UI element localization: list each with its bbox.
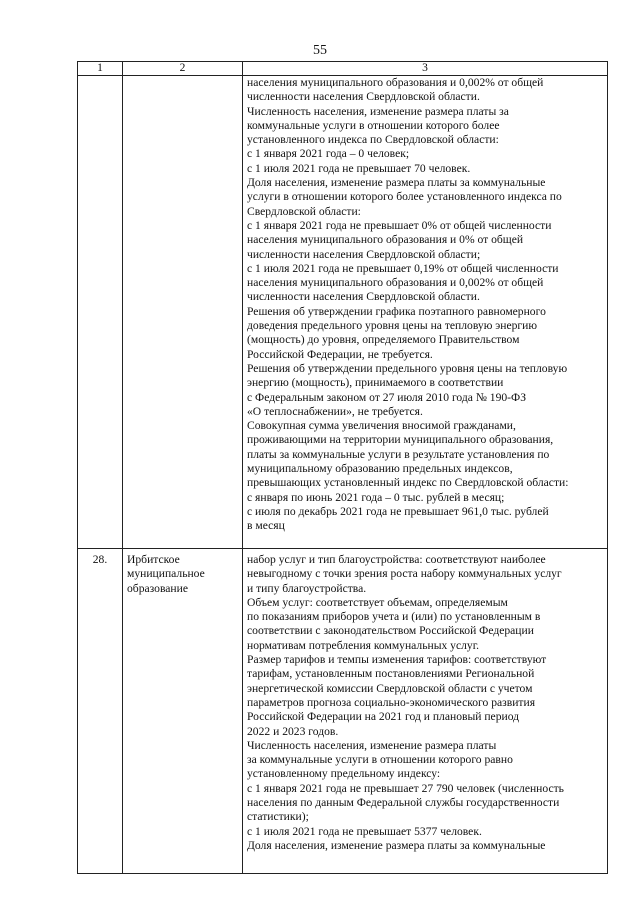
header-col-3: 3: [243, 62, 608, 76]
header-col-1: 1: [78, 62, 123, 76]
text-line: Доля населения, изменение размера платы за коммунальные: [247, 838, 546, 852]
municipality-name-cell: [123, 76, 243, 549]
description-cell: [243, 76, 608, 549]
text-line: установленному предельному индексу:: [247, 767, 441, 781]
text-line: с июля по декабрь 2021 года не превышает 961,0 тыс. рублей: [247, 504, 549, 518]
text-line: Совокупная сумма увеличения вносимой гражданами,: [247, 419, 516, 433]
table-row: [78, 76, 608, 549]
text-line: соответствии с законодательством Российской Федерации: [247, 624, 534, 638]
text-line: тарифам, установленным постановлениями Региональной: [247, 667, 535, 681]
text-line: набор услуг и тип благоустройства: соответствуют наиболее: [247, 553, 546, 566]
text-line: Размер тарифов и темпы изменения тарифов: соответствуют: [247, 653, 547, 667]
text-line: энергию (мощность), принимаемого в соответствии: [247, 376, 504, 390]
text-line: с января по июнь 2021 года – 0 тыс. рублей в месяц;: [247, 490, 505, 504]
table-row: [78, 549, 608, 874]
text-line: муниципальное: [127, 567, 205, 581]
text-line: Российской Федерации на 2021 год и плановый период: [247, 710, 520, 724]
municipality-name-cell: [123, 549, 243, 874]
text-line: Объем услуг: соответствует объемам, определяемым: [247, 595, 508, 609]
text-line: с 1 июля 2021 года не превышает 0,19% от общей численности: [247, 261, 559, 275]
text-line: населения по данным Федеральной службы государственности: [247, 796, 560, 810]
row-number-cell: 28.: [78, 549, 123, 874]
text-line: платы за коммунальные услуги в результате установления по: [247, 447, 550, 461]
text-line: невыгодному с точки зрения роста набору коммунальных услуг: [247, 567, 562, 581]
text-line: численности населения Свердловской области;: [247, 247, 481, 261]
text-line: с 1 июля 2021 года не превышает 5377 человек.: [247, 824, 482, 838]
text-line: энергетической комиссии Свердловской области с учетом: [247, 681, 533, 695]
text-line: и типу благоустройства.: [247, 581, 367, 595]
table-header-row: [78, 62, 608, 76]
header-col-2: 2: [123, 62, 243, 76]
text-line: населения муниципального образования и 0% от общей: [247, 233, 524, 247]
text-line: с 1 января 2021 года не превышает 0% от общей численности: [247, 218, 552, 232]
text-line: Решения об утверждении графика поэтапного равномерного: [247, 304, 546, 318]
page-number: 55: [313, 43, 327, 58]
text-line: установленного индекса по Свердловской области:: [247, 133, 499, 147]
description-cell: [243, 549, 608, 874]
text-line: численности населения Свердловской области.: [247, 290, 480, 304]
text-line: Решения об утверждении предельного уровня цены на тепловую: [247, 361, 568, 375]
text-line: Численность населения, изменение размера платы: [247, 738, 497, 752]
text-line: Ирбитское: [127, 553, 180, 566]
text-line: по показаниям приборов учета и (или) по установленным в: [247, 610, 541, 624]
document-table: [77, 61, 608, 874]
text-line: населения муниципального образования и 0,002% от общей: [247, 76, 544, 89]
text-line: Доля населения, изменение размера платы за коммунальные: [247, 176, 546, 190]
text-line: проживающими на территории муниципального образования,: [247, 433, 554, 447]
text-line: с 1 января 2021 года – 0 человек;: [247, 147, 410, 161]
text-line: Численность населения, изменение размера платы за: [247, 104, 509, 118]
text-line: населения муниципального образования и 0,002% от общей: [247, 276, 544, 290]
text-line: за коммунальные услуги в отношении которого равно: [247, 753, 513, 767]
text-line: доведения предельного уровня цены на тепловую энергию: [247, 319, 538, 333]
text-line: в месяц: [247, 519, 285, 533]
text-line: (мощность) до уровня, определяемого Правительством: [247, 333, 520, 347]
text-line: с Федеральным законом от 27 июля 2010 года № 190-ФЗ: [247, 390, 527, 404]
text-line: параметров прогноза социально-экономического развития: [247, 695, 536, 709]
text-line: с 1 июля 2021 года не превышает 70 человек.: [247, 161, 471, 175]
text-line: с 1 января 2021 года не превышает 27 790 человек (численность: [247, 781, 564, 795]
text-line: «О теплоснабжении», не требуется.: [247, 404, 423, 418]
row-number-cell: [78, 76, 123, 549]
text-line: превышающих установленный индекс по Свердловской области:: [247, 476, 569, 490]
text-line: коммунальные услуги в отношении которого более: [247, 118, 500, 132]
text-line: услуги в отношении которого более установленного индекса по: [247, 190, 562, 204]
text-line: образование: [127, 581, 188, 595]
text-line: 2022 и 2023 годов.: [247, 724, 339, 738]
text-line: численности населения Свердловской области.: [247, 90, 480, 104]
text-line: Российской Федерации, не требуется.: [247, 347, 433, 361]
text-line: нормативам потребления коммунальных услуг.: [247, 638, 480, 652]
text-line: Свердловской области:: [247, 204, 361, 218]
text-line: муниципальному образованию предельных индексов,: [247, 462, 513, 476]
text-line: статистики);: [247, 810, 309, 824]
